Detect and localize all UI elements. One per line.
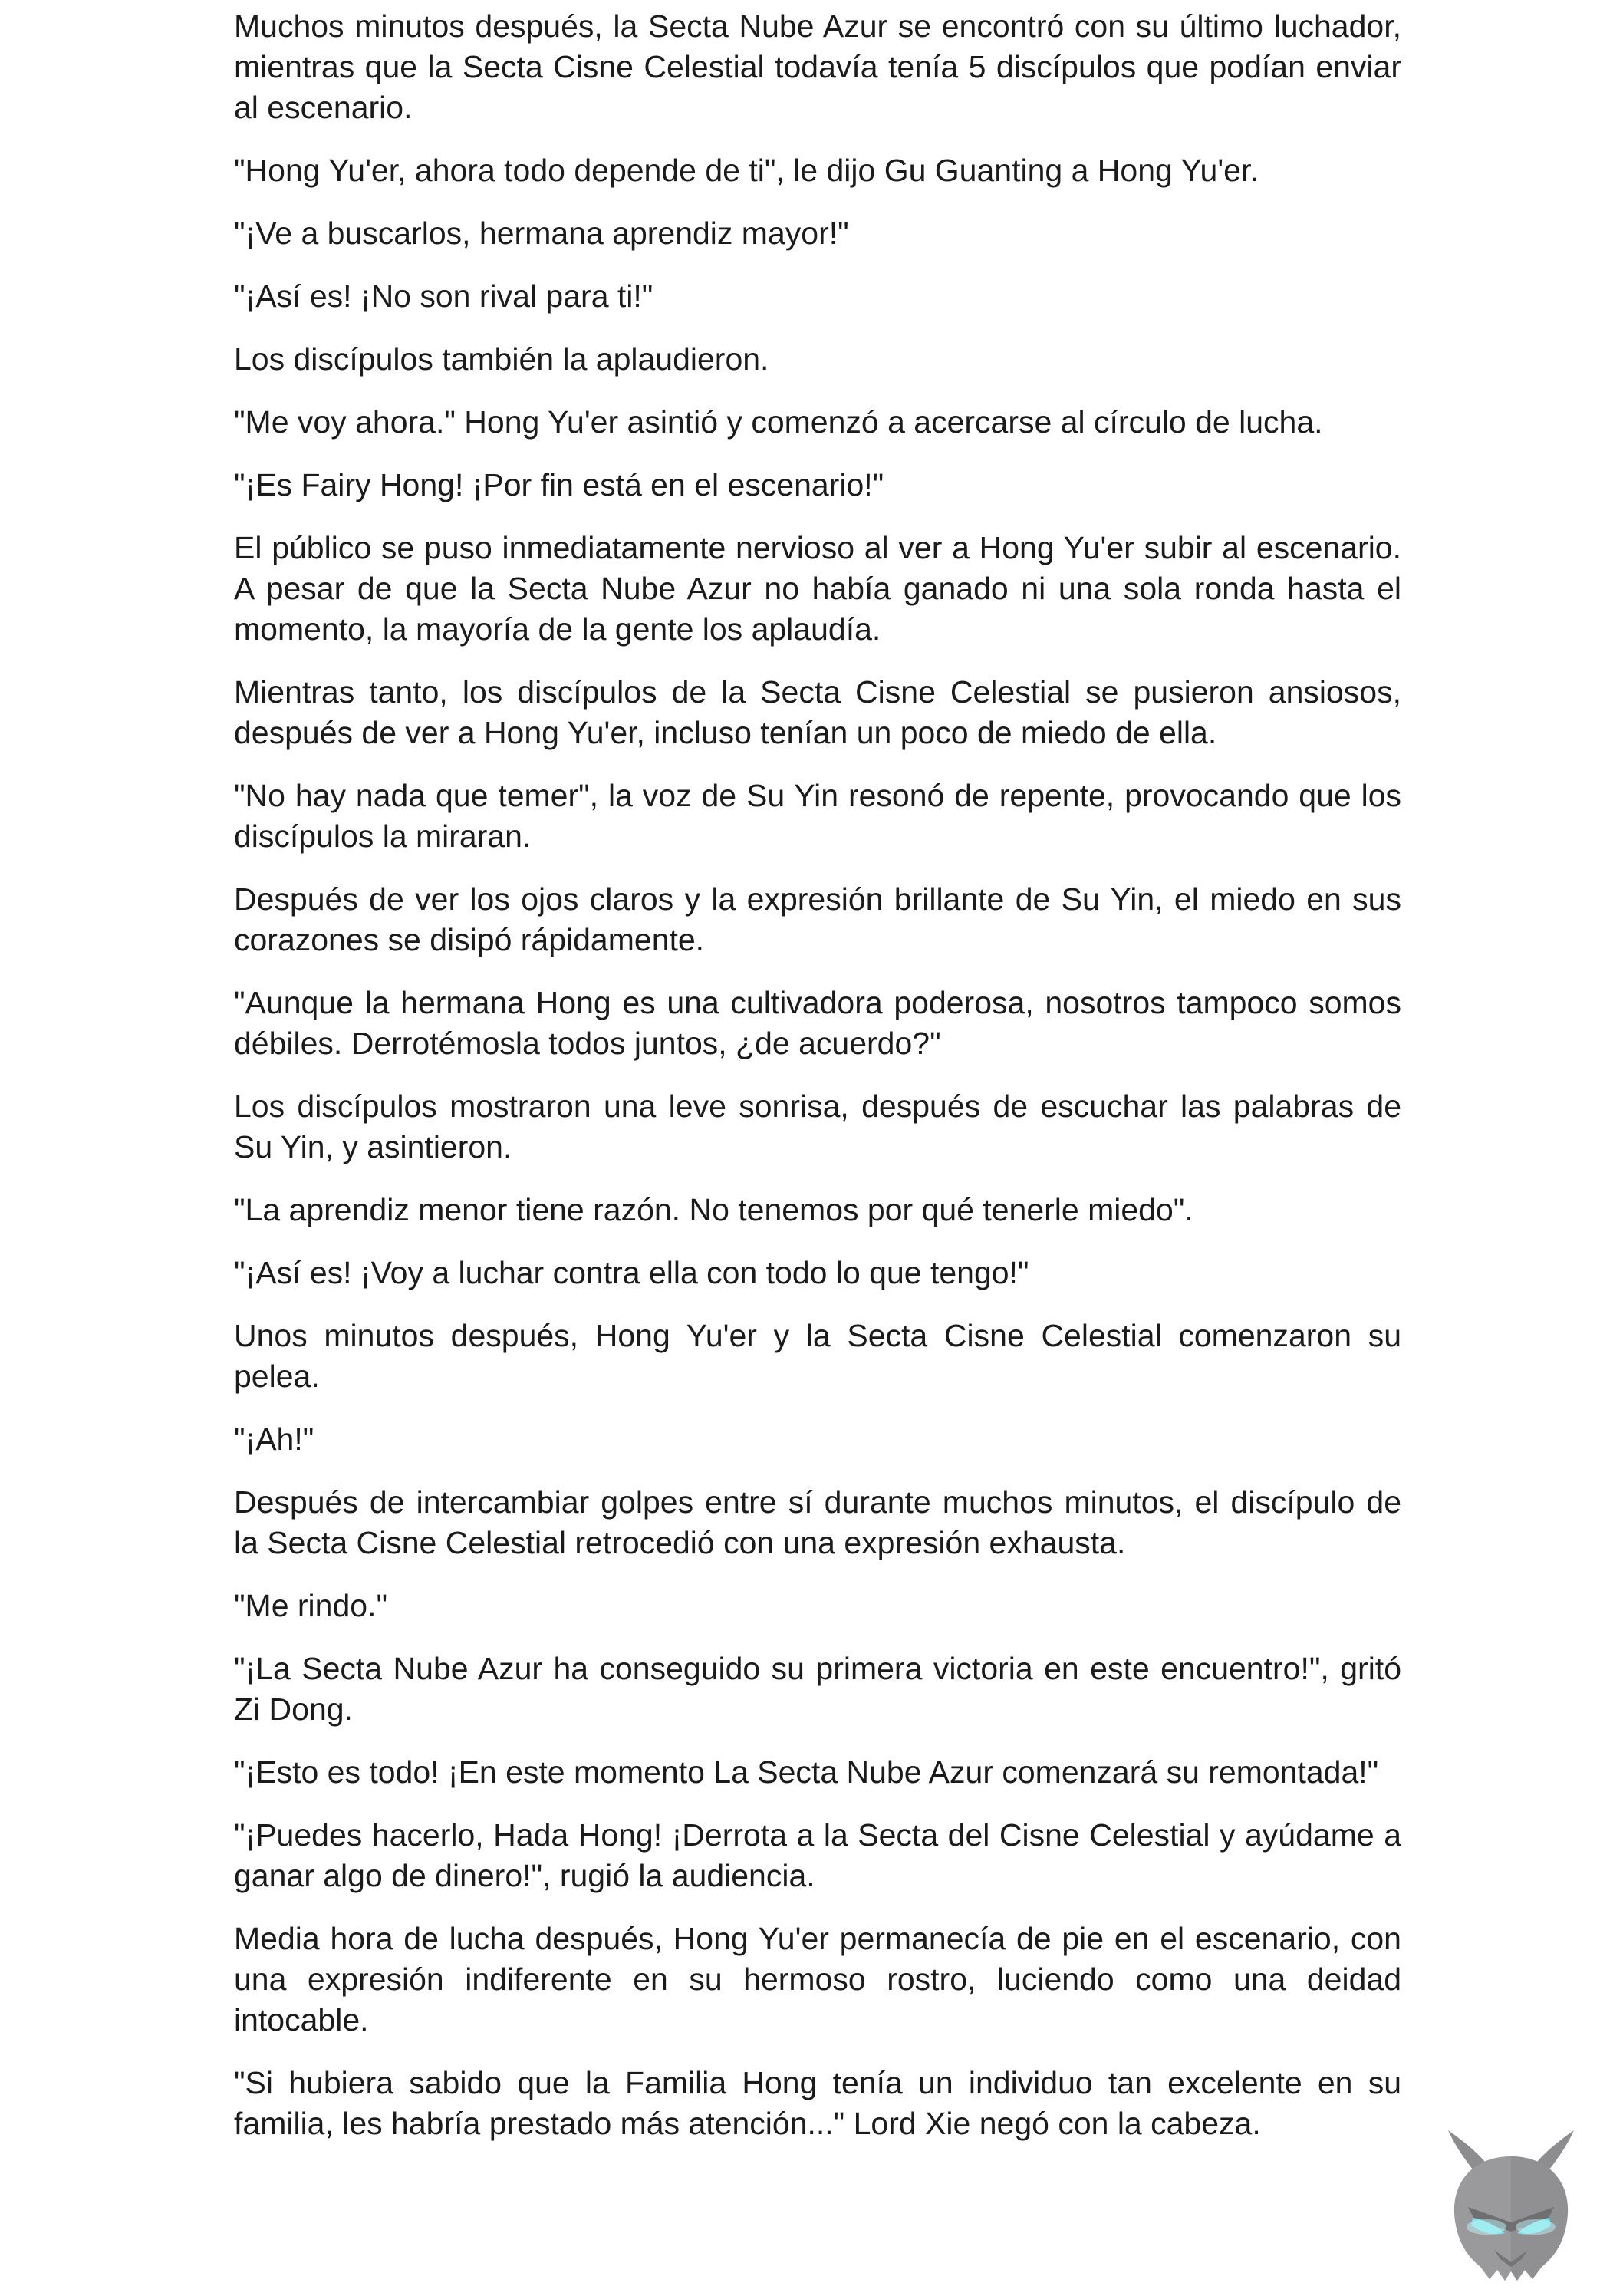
paragraph: Los discípulos también la aplaudieron. [234,341,769,377]
paragraph: "¡Así es! ¡No son rival para ti!" [234,278,653,314]
left-eye-glow [1467,2219,1506,2235]
paragraph: Muchos minutos después, la Secta Nube Azur se encontró con su último luchador, mientras que la Secta Cisne Celestial todavía tenía 5 discípulos que podían enviar al escenario. [234,8,1401,125]
paragraph: Los discípulos mostraron una leve sonrisa, después de escuchar las palabras de Su Yin, y asintieron. [234,1089,1401,1164]
paragraph: "No hay nada que temer", la voz de Su Yin resonó de repente, provocando que los discípulos la miraran. [234,778,1401,854]
paragraph: "¡La Secta Nube Azur ha conseguido su primera victoria en este encuentro!", gritó Zi Dong. [234,1651,1401,1727]
document-body [234,6,1401,2166]
paragraph: Mientras tanto, los discípulos de la Secta Cisne Celestial se pusieron ansiosos, después de ver a Hong Yu'er, incluso tenían un poco de miedo de ella. [234,674,1401,750]
paragraph: "¡Puedes hacerlo, Hada Hong! ¡Derrota a la Secta del Cisne Celestial y ayúdame a ganar algo de dinero!", rugió la audiencia. [234,1817,1401,1893]
paragraph: "Hong Yu'er, ahora todo depende de ti", le dijo Gu Guanting a Hong Yu'er. [234,153,1259,188]
demon-head-logo-icon [1440,2127,1582,2284]
paragraph: "La aprendiz menor tiene razón. No tenemos por qué tenerle miedo". [234,1192,1193,1227]
paragraph: Media hora de lucha después, Hong Yu'er permanecía de pie en el escenario, con una expresión indiferente en su hermoso rostro, luciendo como una deidad intocable. [234,1921,1401,2037]
paragraph: "¡Es Fairy Hong! ¡Por fin está en el escenario!" [234,467,884,502]
paragraph: Después de ver los ojos claros y la expresión brillante de Su Yin, el miedo en sus corazones se disipó rápidamente. [234,881,1401,957]
right-eye-glow [1516,2219,1556,2235]
paragraph: "Me rindo." [234,1588,388,1623]
paragraph: Después de intercambiar golpes entre sí durante muchos minutos, el discípulo de la Secta Cisne Celestial retrocedió con una expresión exhausta. [234,1484,1401,1560]
paragraph: "¡Ve a buscarlos, hermana aprendiz mayor!" [234,216,849,251]
paragraph: "Me voy ahora." Hong Yu'er asintió y comenzó a acercarse al círculo de lucha. [234,404,1323,440]
paragraph: Unos minutos después, Hong Yu'er y la Secta Cisne Celestial comenzaron su pelea. [234,1318,1401,1394]
paragraph: "¡Así es! ¡Voy a luchar contra ella con todo lo que tengo!" [234,1255,1029,1290]
paragraph: "Si hubiera sabido que la Familia Hong tenía un individuo tan excelente en su familia, les habría prestado más atención..." Lord Xie negó con la cabeza. [234,2065,1401,2141]
paragraph: "¡Esto es todo! ¡En este momento La Secta Nube Azur comenzará su remontada!" [234,1754,1379,1790]
paragraph: El público se puso inmediatamente nervioso al ver a Hong Yu'er subir al escenario. A pesar de que la Secta Nube Azur no había ganado ni una sola ronda hasta el momento, la mayoría de la gente los aplaudía. [234,530,1401,647]
paragraph: "Aunque la hermana Hong es una cultivadora poderosa, nosotros tampoco somos débiles. Derrotémosla todos juntos, ¿de acuerdo?" [234,985,1401,1061]
paragraph: "¡Ah!" [234,1421,314,1457]
